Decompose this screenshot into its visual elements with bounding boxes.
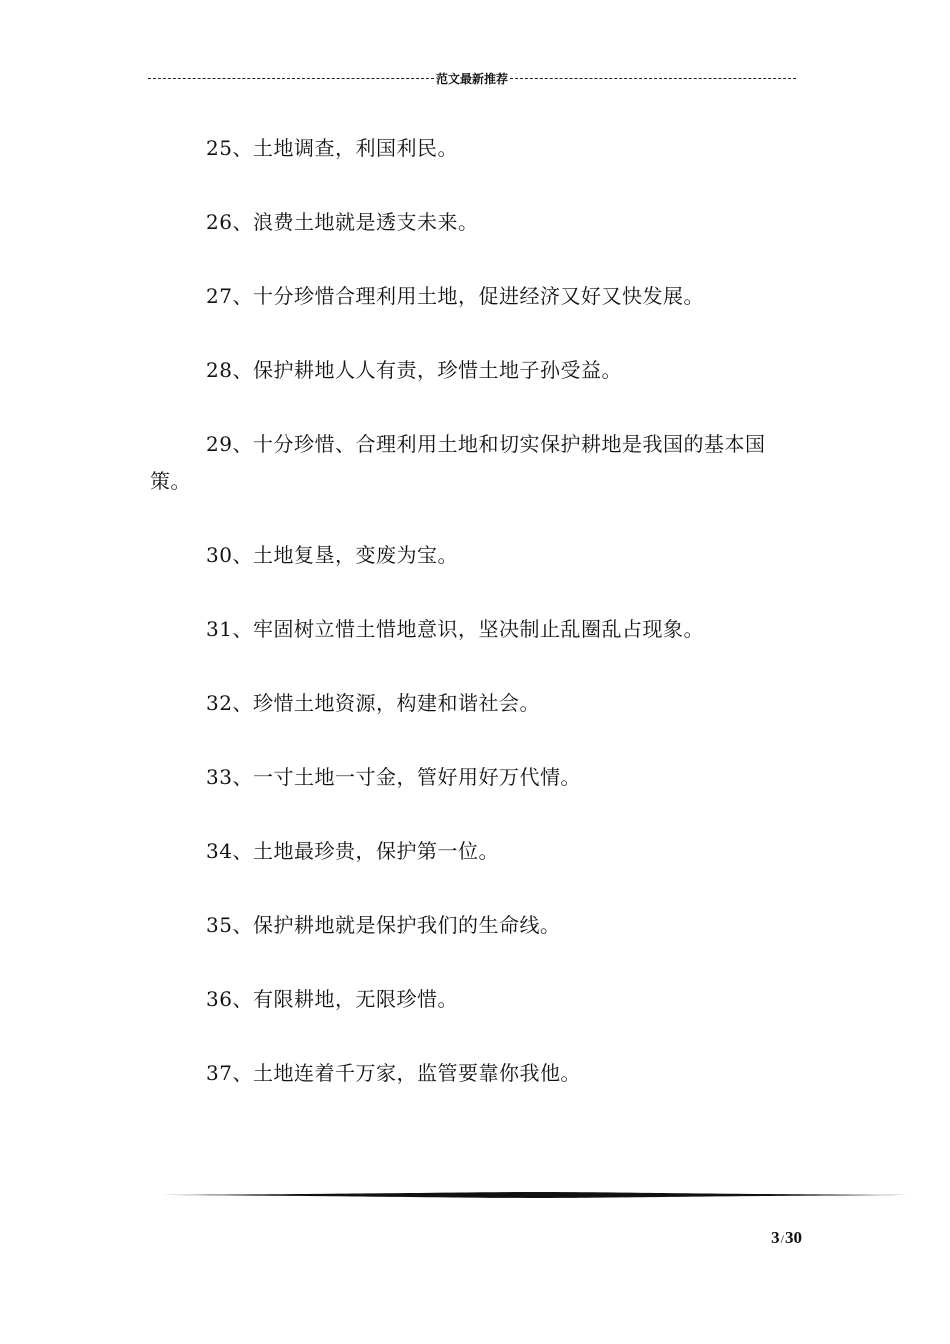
paragraph-37: 37、土地连着千万家，监管要靠你我他。 xyxy=(206,1061,581,1085)
paragraph-34: 34、土地最珍贵，保护第一位。 xyxy=(206,839,499,863)
paragraph-30: 30、土地复垦，变废为宝。 xyxy=(206,543,458,567)
paragraph-31: 31、牢固树立惜土惜地意识，坚决制止乱圈乱占现象。 xyxy=(206,617,704,641)
header-title: 范文最新推荐 xyxy=(436,71,509,86)
paragraph-36: 36、有限耕地，无限珍惜。 xyxy=(206,987,458,1011)
paragraph-28: 28、保护耕地人人有责，珍惜土地子孙受益。 xyxy=(206,358,622,382)
paragraph-29: 29、十分珍惜、合理利用土地和切实保护耕地是我国的基本国策。 xyxy=(150,432,766,493)
document-body xyxy=(150,130,795,1129)
paragraph-26: 26、浪费土地就是透支未来。 xyxy=(206,210,479,234)
paragraph-32: 32、珍惜土地资源，构建和谐社会。 xyxy=(206,691,540,715)
page-current: 3 xyxy=(771,1228,780,1247)
page-number xyxy=(700,1228,802,1248)
paragraph-35: 35、保护耕地就是保护我们的生命线。 xyxy=(206,913,561,937)
header-dash-right xyxy=(510,78,796,79)
paragraph-27: 27、十分珍惜合理利用土地，促进经济又好又快发展。 xyxy=(206,284,704,308)
header-dash-left xyxy=(148,78,434,79)
footer-divider xyxy=(162,1189,908,1201)
page-separator: / xyxy=(780,1232,784,1246)
paragraph-25: 25、土地调查，利国利民。 xyxy=(206,136,458,160)
paragraph-33: 33、一寸土地一寸金，管好用好万代情。 xyxy=(206,765,581,789)
page-header xyxy=(148,70,796,86)
page-total: 30 xyxy=(785,1228,802,1247)
